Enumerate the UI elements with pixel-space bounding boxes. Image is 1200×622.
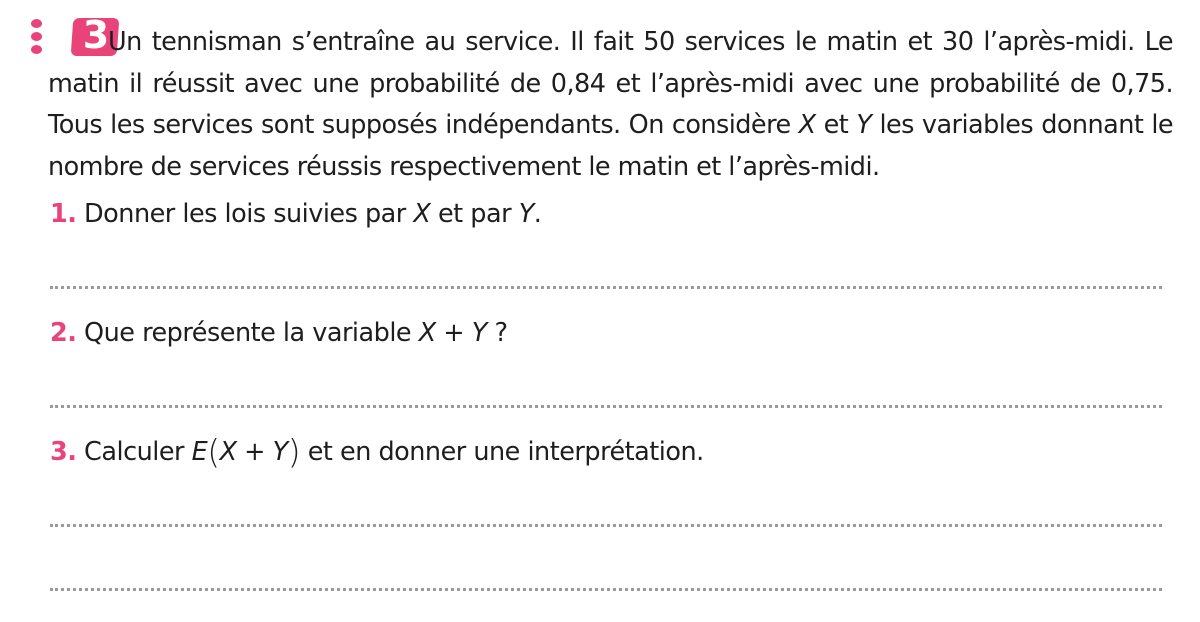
question-text: ? — [486, 318, 508, 348]
difficulty-dot — [31, 19, 42, 28]
question-text: Que représente la variable — [84, 318, 419, 348]
close-parenthesis: ) — [287, 432, 301, 471]
answer-line[interactable] — [50, 524, 1162, 527]
question-text: Calculer — [84, 437, 192, 467]
statement-text-1: Un tennisman s’entraîne au service. Il fait 50 services le matin et 30 l’après-midi. Le matin il réussit avec une probabilité de 0,84 et l’après-midi avec une probabilité de 0,75. Tous les services sont supposés indépendants. On considère — [48, 27, 1173, 140]
math-expression: X + Y — [219, 437, 288, 467]
question-1 — [50, 197, 541, 231]
statement-text-3: les variables donnant le nombre de services réussis respectivement le matin et l’après-midi. — [48, 110, 1174, 182]
expectation-symbol: E — [191, 437, 208, 467]
difficulty-dot — [31, 32, 42, 41]
question-text: et en donner une interprétation. — [300, 437, 704, 467]
answer-line[interactable] — [50, 405, 1162, 408]
question-number: 1. — [50, 199, 77, 229]
statement-text-2: et — [815, 110, 857, 140]
difficulty-dots-icon — [30, 19, 44, 55]
variable-y: Y — [856, 110, 872, 140]
answer-line[interactable] — [50, 588, 1162, 591]
question-text: . — [533, 199, 542, 229]
math-expression: X + Y — [418, 318, 487, 348]
question-3 — [50, 432, 704, 471]
exercise-number: 3 — [82, 13, 110, 57]
variable-y: Y — [518, 199, 534, 229]
question-number: 3. — [50, 437, 77, 467]
question-text: Donner les lois suivies par — [84, 199, 414, 229]
answer-line[interactable] — [50, 286, 1162, 289]
difficulty-dot — [31, 45, 42, 54]
question-2 — [50, 316, 507, 350]
question-text: et par — [430, 199, 519, 229]
variable-x: X — [798, 110, 816, 140]
exercise-statement — [48, 22, 1173, 188]
variable-x: X — [413, 199, 431, 229]
question-number: 2. — [50, 318, 77, 348]
open-parenthesis: ( — [207, 432, 220, 471]
